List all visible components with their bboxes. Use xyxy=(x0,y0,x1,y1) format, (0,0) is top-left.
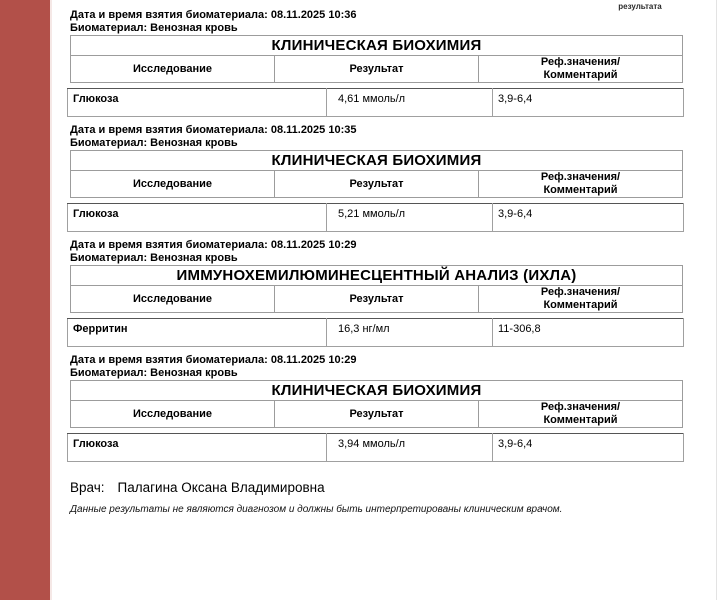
biomaterial: Биоматериал: Венозная кровь xyxy=(70,137,238,149)
disclaimer: Данные результаты не являются диагнозом и должны быть интерпретированы клиническим врачом. xyxy=(70,504,563,515)
test-name: Глюкоза xyxy=(68,434,327,462)
biomaterial: Биоматериал: Венозная кровь xyxy=(70,22,238,34)
panel-header-table xyxy=(70,265,683,313)
doctor-label: Врач: xyxy=(70,480,105,495)
reference-header-line2: Комментарий xyxy=(543,184,618,196)
column-header-test: Исследование xyxy=(71,401,275,428)
panel-header-table xyxy=(70,380,683,428)
column-header-test: Исследование xyxy=(71,286,275,313)
doctor-line xyxy=(70,480,684,496)
test-result: 3,94 ммоль/л xyxy=(327,434,493,462)
column-header-test: Исследование xyxy=(71,171,275,198)
collection-datetime: Дата и время взятия биоматериала: 08.11.2025 10:29 xyxy=(70,354,357,366)
panel-title: КЛИНИЧЕСКАЯ БИОХИМИЯ xyxy=(71,381,683,401)
sample-meta xyxy=(70,124,684,150)
test-name: Глюкоза xyxy=(68,89,327,117)
column-header-test: Исследование xyxy=(71,56,275,83)
reference-header-line1: Реф.значения/ xyxy=(540,401,621,413)
panel-title: КЛИНИЧЕСКАЯ БИОХИМИЯ xyxy=(71,36,683,56)
test-result: 16,3 нг/мл xyxy=(327,319,493,347)
result-section xyxy=(67,9,684,117)
column-header-result: Результат xyxy=(275,286,479,313)
test-reference: 3,9-6,4 xyxy=(493,89,684,117)
column-header-reference xyxy=(479,171,683,198)
panel-header-table xyxy=(70,150,683,198)
result-row-table xyxy=(67,203,684,232)
test-name: Глюкоза xyxy=(68,204,327,232)
result-section xyxy=(67,239,684,347)
test-reference: 3,9-6,4 xyxy=(493,204,684,232)
reference-header-line1: Реф.значения/ xyxy=(540,56,621,68)
test-reference: 3,9-6,4 xyxy=(493,434,684,462)
reference-header-line1: Реф.значения/ xyxy=(540,286,621,298)
table-row xyxy=(68,434,684,462)
collection-datetime: Дата и время взятия биоматериала: 08.11.2025 10:36 xyxy=(70,9,357,21)
biomaterial: Биоматериал: Венозная кровь xyxy=(70,252,238,264)
column-header-reference xyxy=(479,286,683,313)
panel-title: ИММУНОХЕМИЛЮМИНЕСЦЕНТНЫЙ АНАЛИЗ (ИХЛА) xyxy=(71,266,683,286)
clipped-header-fragment: результата xyxy=(618,2,662,11)
test-reference: 11-306,8 xyxy=(493,319,684,347)
panel-title: КЛИНИЧЕСКАЯ БИОХИМИЯ xyxy=(71,151,683,171)
result-section xyxy=(67,354,684,462)
table-row xyxy=(68,319,684,347)
test-result: 4,61 ммоль/л xyxy=(327,89,493,117)
reference-header-line2: Комментарий xyxy=(543,299,618,311)
result-row-table xyxy=(67,433,684,462)
sample-meta xyxy=(70,354,684,380)
result-section xyxy=(67,124,684,232)
test-result: 5,21 ммоль/л xyxy=(327,204,493,232)
page-accent-bar xyxy=(0,0,52,600)
sample-meta xyxy=(70,9,684,35)
doctor-name: Палагина Оксана Владимировна xyxy=(117,480,325,495)
page-right-edge xyxy=(716,0,717,600)
column-header-reference xyxy=(479,56,683,83)
test-name: Ферритин xyxy=(68,319,327,347)
reference-header-line2: Комментарий xyxy=(543,69,618,81)
reference-header-line2: Комментарий xyxy=(543,414,618,426)
collection-datetime: Дата и время взятия биоматериала: 08.11.2025 10:29 xyxy=(70,239,357,251)
sample-meta xyxy=(70,239,684,265)
lab-report-document xyxy=(67,0,684,515)
column-header-result: Результат xyxy=(275,171,479,198)
result-row-table xyxy=(67,318,684,347)
column-header-reference xyxy=(479,401,683,428)
panel-header-table xyxy=(70,35,683,83)
column-header-result: Результат xyxy=(275,56,479,83)
table-row xyxy=(68,89,684,117)
biomaterial: Биоматериал: Венозная кровь xyxy=(70,367,238,379)
column-header-result: Результат xyxy=(275,401,479,428)
table-row xyxy=(68,204,684,232)
result-row-table xyxy=(67,88,684,117)
collection-datetime: Дата и время взятия биоматериала: 08.11.2025 10:35 xyxy=(70,124,357,136)
reference-header-line1: Реф.значения/ xyxy=(540,171,621,183)
